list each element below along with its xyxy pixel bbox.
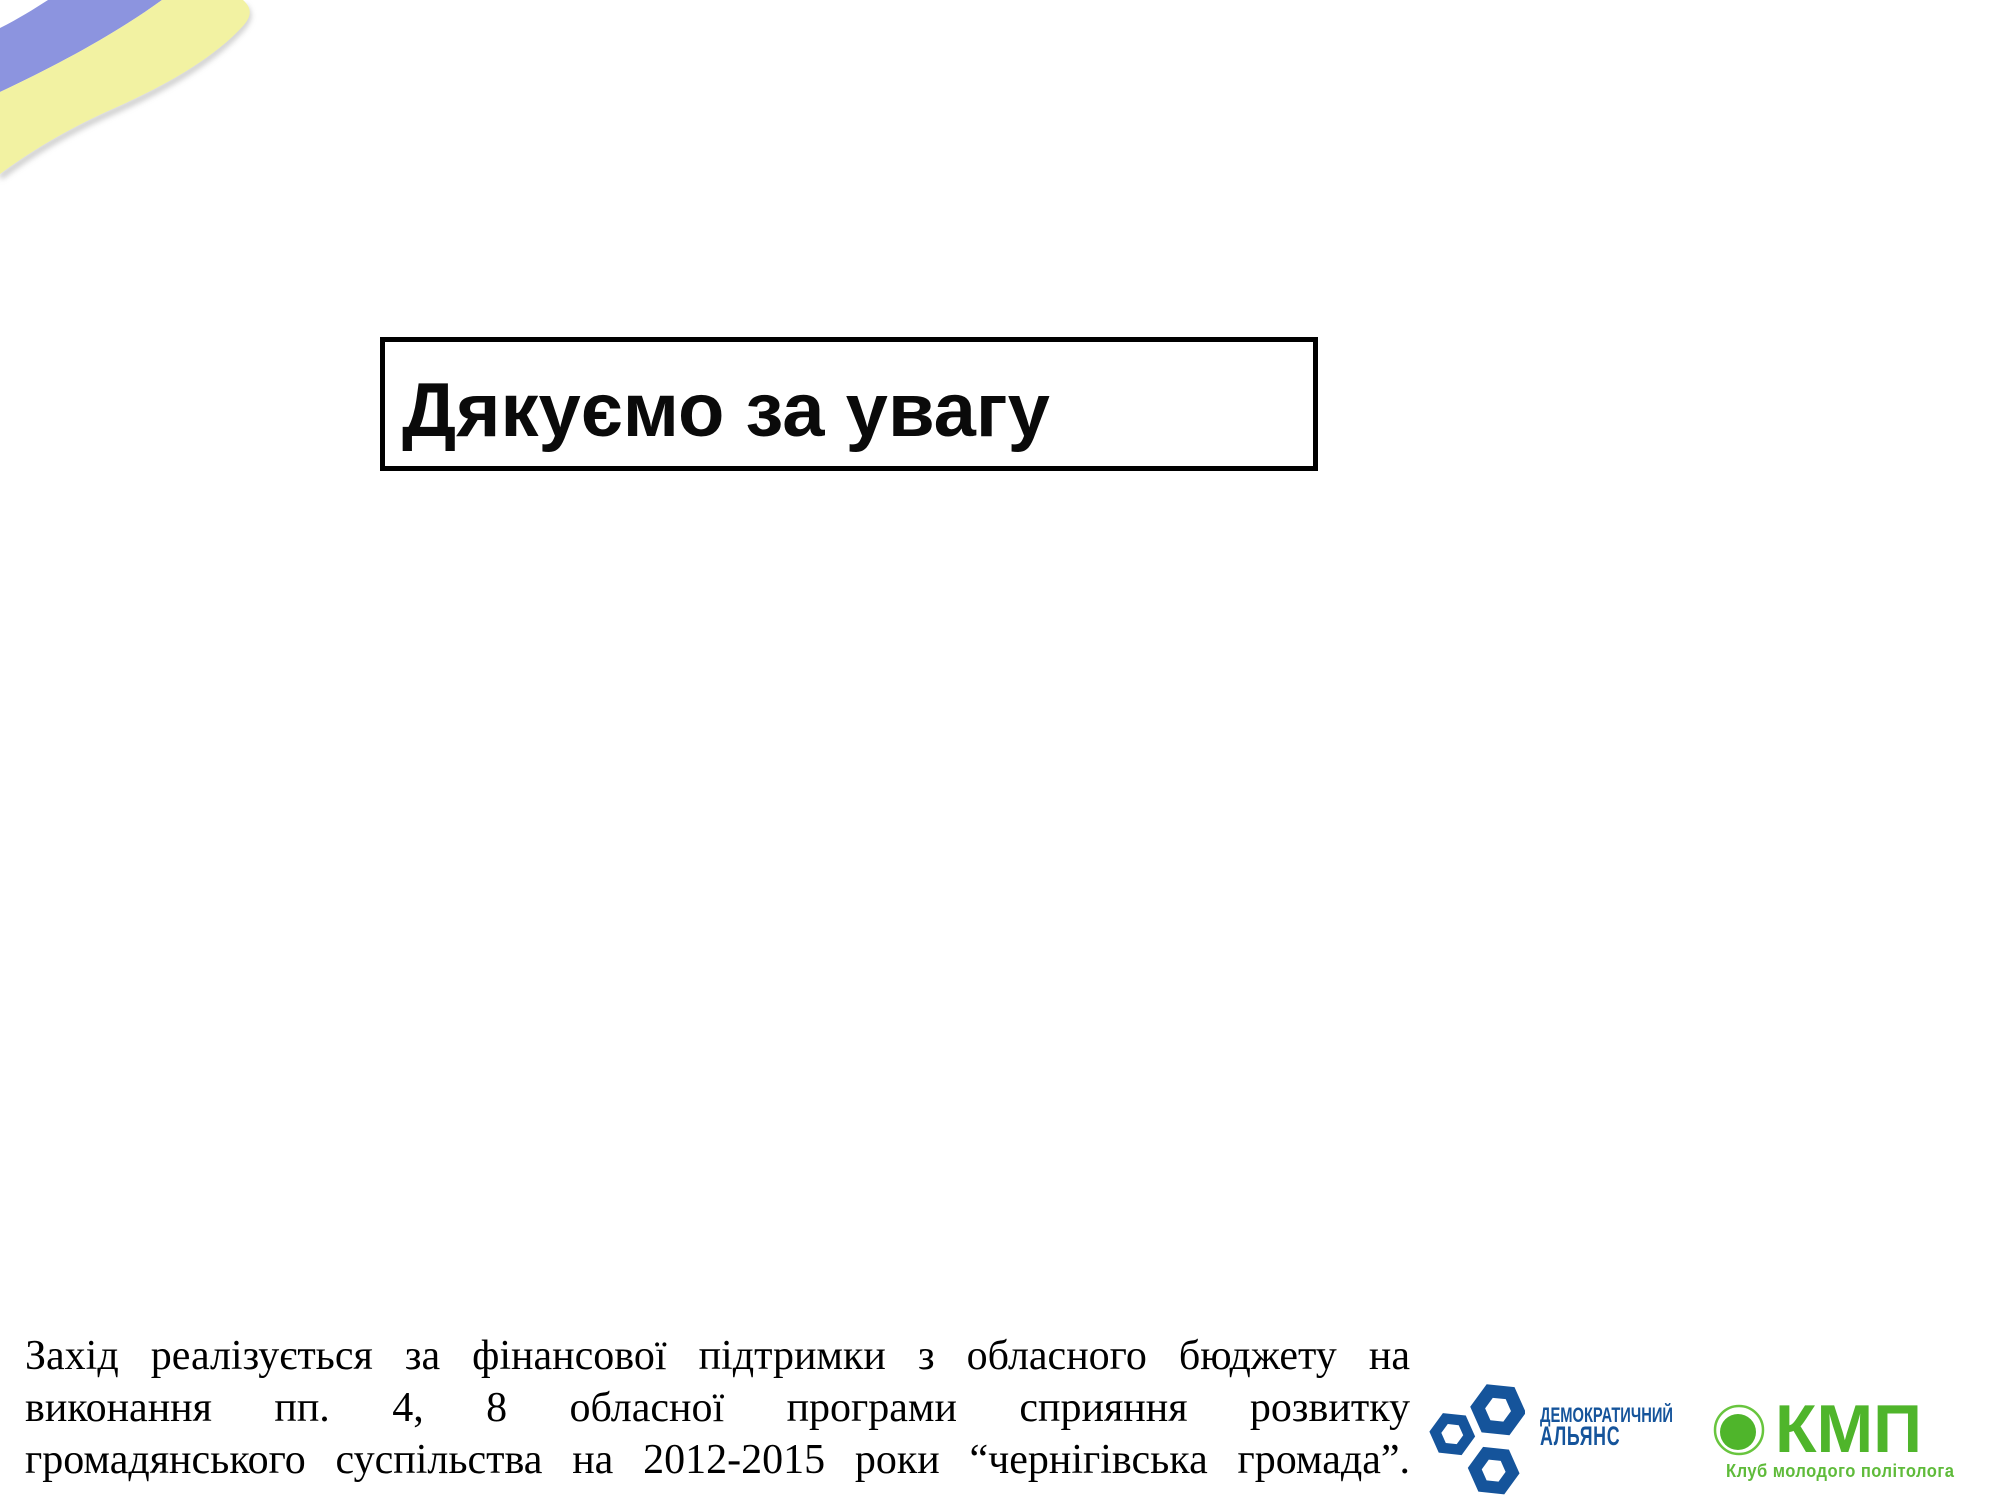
slide-title: Дякуємо за увагу xyxy=(402,368,1050,453)
hexagons-icon xyxy=(1425,1378,1525,1498)
title-box xyxy=(380,337,1318,471)
funding-note-line: громадянського суспільства на 2012-2015 роки “чернігівська громада”. xyxy=(25,1437,1410,1483)
da-wordmark-line1: ДЕМОКРАТИЧНИЙ xyxy=(1540,1404,1673,1427)
funding-note-line: Захід реалізується за фінансової підтримки з обласного бюджету на xyxy=(25,1333,1410,1379)
funding-note xyxy=(25,1330,1410,1486)
da-wordmark-line2: АЛЬЯНС xyxy=(1540,1421,1621,1451)
kmp-logo xyxy=(1712,1391,1955,1492)
democratic-alliance-wordmark xyxy=(1540,1404,1730,1451)
democratic-alliance-logo xyxy=(1425,1378,1685,1500)
ukraine-ribbon-icon xyxy=(0,0,270,210)
kmp-tagline: Клуб молодого політолога xyxy=(1726,1461,1955,1481)
kmp-abbreviation: КМП xyxy=(1775,1391,1923,1467)
kmp-circle-icon xyxy=(1712,1404,1766,1458)
funding-note-line: виконання пп. 4, 8 обласної програми сприяння розвитку xyxy=(25,1385,1410,1431)
